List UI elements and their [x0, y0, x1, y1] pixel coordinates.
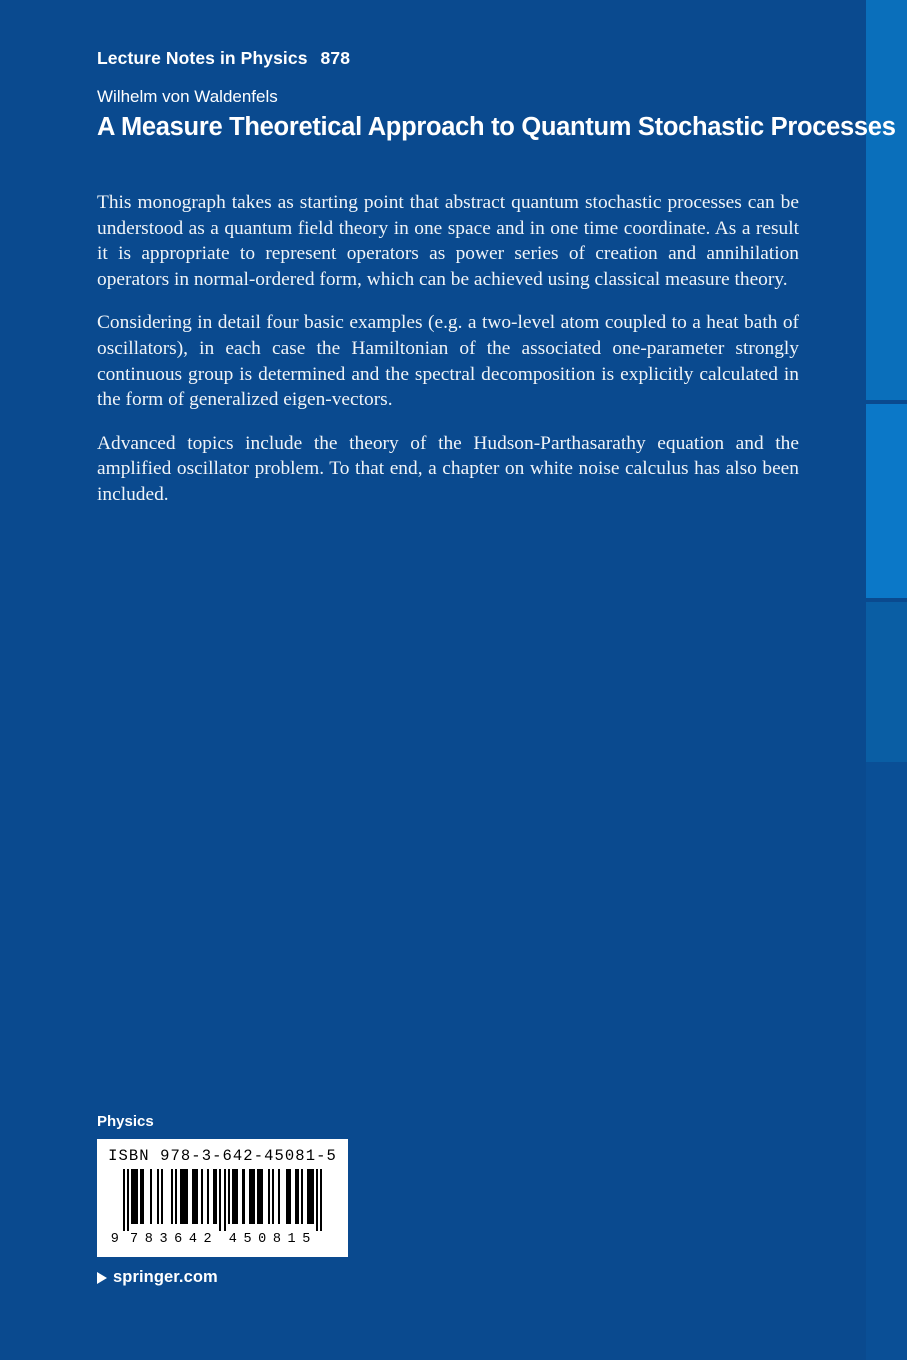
barcode-digit: 7 — [130, 1232, 139, 1247]
barcode-bar — [175, 1169, 177, 1224]
barcode-bar — [228, 1169, 230, 1224]
barcode-bar — [140, 1169, 144, 1224]
barcode-bar — [257, 1169, 263, 1224]
barcode-bars — [106, 1169, 339, 1231]
spine-segment-1 — [866, 0, 907, 400]
barcode-digit: 2 — [203, 1232, 212, 1247]
barcode-bar — [232, 1169, 238, 1224]
barcode-space — [163, 1169, 171, 1170]
barcode-bar — [278, 1169, 280, 1224]
barcode-bar — [249, 1169, 255, 1224]
footer-block — [97, 1113, 357, 1287]
author-name: Wilhelm von Waldenfels — [97, 87, 278, 106]
barcode-bar — [192, 1169, 198, 1224]
spine-segment-4 — [866, 762, 907, 1360]
barcode-bar — [320, 1169, 322, 1231]
blurb-paragraph-2: Considering in detail four basic examples (e.g. a two-level atom coupled to a heat bath of oscillators), in each case the Hamiltonian of the associated one-parameter strongly continuous group is determined and the spectral decomposition is explicitly calculated in the form of generalized eigen-vectors. — [97, 312, 799, 411]
barcode-bar — [213, 1169, 217, 1224]
barcode-digit: 5 — [302, 1232, 311, 1247]
play-triangle-icon — [97, 1272, 107, 1284]
barcode-bar — [268, 1169, 270, 1224]
publisher-url-label: springer.com — [113, 1268, 218, 1286]
barcode-bar — [301, 1169, 303, 1224]
series-name: Lecture Notes in Physics — [97, 48, 308, 68]
barcode-bar — [123, 1169, 125, 1231]
barcode-bar — [219, 1169, 221, 1231]
barcode-bar — [150, 1169, 152, 1224]
barcode-digits — [106, 1232, 339, 1248]
barcode-digit: 8 — [272, 1232, 281, 1247]
spine-segment-2 — [866, 404, 907, 598]
barcode-bar — [127, 1169, 129, 1231]
barcode-digit: 6 — [174, 1232, 183, 1247]
barcode-digit: 9 — [110, 1232, 119, 1247]
blurb-paragraph-3: Advanced topics include the theory of the Hudson-Parthasarathy equation and the amplified oscillator problem. To that end, a chapter on white noise calculus has also been included. — [97, 432, 799, 505]
barcode-bar — [201, 1169, 203, 1224]
barcode-digit: 0 — [258, 1232, 267, 1247]
barcode-bar — [286, 1169, 290, 1224]
series-volume-number: 878 — [320, 48, 351, 68]
blurb-paragraph-1: This monograph takes as starting point that abstract quantum stochastic processes can be understood as a quantum field theory in one space and in one time coordinate. As a result it is appropriate to represent operators as power series of creation and annihilation operators in normal-ordered form, which can be achieved using classical measure theory. — [97, 192, 799, 290]
barcode-bar — [207, 1169, 209, 1224]
barcode-bar — [272, 1169, 274, 1224]
barcode-bar — [157, 1169, 159, 1224]
barcode-bar — [307, 1169, 313, 1224]
barcode-digit: 1 — [287, 1232, 296, 1247]
book-title: A Measure Theoretical Approach to Quantum Stochastic Processes — [97, 113, 896, 141]
barcode-bar — [161, 1169, 163, 1224]
isbn-text: ISBN 978-3-642-45081-5 — [108, 1147, 337, 1165]
spine-segment-3 — [866, 602, 907, 762]
barcode-bar — [224, 1169, 226, 1231]
barcode-digit: 5 — [243, 1232, 252, 1247]
blurb-text — [97, 190, 799, 508]
series-line — [97, 48, 350, 69]
barcode-digit: 8 — [144, 1232, 153, 1247]
barcode-bar — [180, 1169, 188, 1224]
publisher-link[interactable] — [97, 1268, 357, 1287]
barcode-bar — [316, 1169, 318, 1231]
barcode-digit: 4 — [228, 1232, 237, 1247]
barcode-bar — [171, 1169, 173, 1224]
spine-color-strip — [866, 0, 907, 1360]
isbn-barcode — [97, 1139, 348, 1257]
barcode-bar — [295, 1169, 299, 1224]
barcode-bar — [131, 1169, 137, 1224]
barcode-digit: 3 — [159, 1232, 168, 1247]
subject-label: Physics — [97, 1113, 154, 1130]
barcode-digit: 4 — [188, 1232, 197, 1247]
barcode-bar — [242, 1169, 244, 1224]
